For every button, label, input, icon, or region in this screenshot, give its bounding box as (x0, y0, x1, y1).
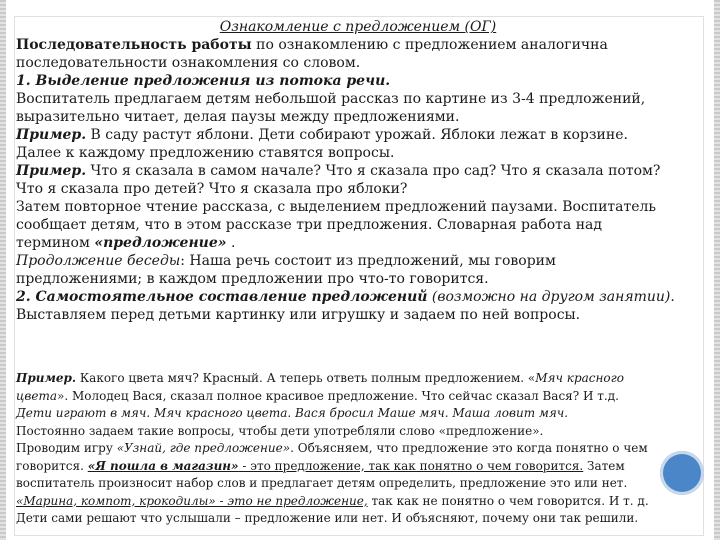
non-sentence-example: «Марина, компот, крокодилы» - это не предложение, (16, 493, 368, 508)
text-line: предложениями; в каждом предложении про что-то говорится. (16, 271, 489, 287)
text-line: Что я сказала про детей? Что я сказала про яблоки? (16, 181, 408, 197)
text-line: последовательности ознакомления со словом. (16, 55, 361, 71)
text-span: . (226, 235, 236, 251)
underlined-span: - это предложение, так как понятно о чем говорится. (238, 458, 584, 473)
left-decorative-border (0, 0, 6, 540)
text-span: термином (16, 235, 95, 251)
text-line: Далее к каждому предложению ставятся вопросы. (16, 145, 395, 161)
right-decorative-border (714, 0, 720, 540)
text-line: сообщает детям, что в этом рассказе три предложения. Словарная работа над (16, 217, 603, 233)
slide-title: Ознакомление с предложением (ОГ) (219, 19, 497, 35)
text-line (16, 388, 692, 406)
text-line (16, 162, 700, 180)
example-label: Пример. (16, 127, 87, 143)
italic-span: цвета (16, 388, 57, 403)
italic-note: (возможно на другом занятии). (427, 289, 675, 305)
text-line (16, 370, 692, 388)
section-heading-1: 1. Выделение предложения из потока речи. (16, 73, 391, 89)
text-line: Затем повторное чтение рассказа, с выделением предложений паузами. Воспитатель (16, 199, 657, 215)
lower-text-block (16, 370, 692, 528)
text-line: Постоянно задаем такие вопросы, чтобы дети употребляли слово «предложение». (16, 423, 544, 438)
example-sentence: «Я пошла в магазин» (87, 458, 239, 473)
text-span: : Наша речь состоит из предложений, мы говорим (180, 253, 556, 269)
upper-text-block (16, 18, 700, 324)
text-span: так как не понятно о чем говорится. И т. д. (367, 493, 649, 508)
slide (8, 6, 712, 534)
italic-span: Мяч красного (535, 371, 624, 385)
text-span: Затем (583, 458, 625, 473)
text-line (16, 493, 692, 511)
example-label: Пример. (16, 371, 77, 385)
text-line: воспитатель произносит набор слов и предлагает детям определить, предложение это или нет. (16, 476, 628, 490)
text-line: выразительно читает, делая паузы между предложениями. (16, 109, 460, 125)
text-line: Дети играют в мяч. Мяч красного цвета. Вася бросил Маше мяч. Маша ловит мяч. (16, 406, 569, 420)
text-span: Какого цвета мяч? Красный. А теперь ответь полным предложением. « (76, 371, 536, 385)
text-line: Выставляем перед детьми картинку или игрушку и задаем по ней вопросы. (16, 307, 581, 323)
italic-label: Продолжение беседы (16, 253, 181, 269)
section-heading-text: 2. Самостоятельное составление предложений (16, 289, 428, 305)
text-span: . Объясняем, что предложение это когда понятно о чем (290, 441, 648, 455)
text-line (16, 36, 700, 54)
game-name: «Узнай, где предложение» (116, 441, 291, 455)
section-heading-2 (16, 288, 700, 306)
text-line (16, 234, 700, 252)
example-label: Пример. (16, 163, 87, 179)
text-span: Что я сказала в самом начале? Что я сказала про сад? Что я сказала потом? (86, 163, 661, 179)
text-line: Воспитатель предлагаем детям небольшой рассказ по картине из 3-4 предложений, (16, 91, 646, 107)
text-span: В саду растут яблони. Дети собирают урожай. Яблоки лежат в корзине. (86, 127, 628, 143)
term-sentence: «предложение» (94, 235, 227, 251)
text-line (16, 252, 700, 270)
bold-term: Последовательность работы (16, 37, 252, 53)
text-span: Проводим игру (16, 441, 117, 455)
text-line (16, 458, 692, 476)
text-span: говорится. (16, 458, 88, 473)
text-line (16, 440, 692, 458)
text-line: Дети сами решают что услышали – предложение или нет. И объясняют, почему они так решили. (16, 511, 639, 525)
text-span: по ознакомлению с предложением аналогична (251, 37, 608, 53)
text-span: ». Молодец Вася, сказал полное красивое предложение. Что сейчас сказал Вася? И т.д. (57, 388, 619, 403)
decorative-circle (660, 451, 704, 495)
text-line (16, 126, 700, 144)
